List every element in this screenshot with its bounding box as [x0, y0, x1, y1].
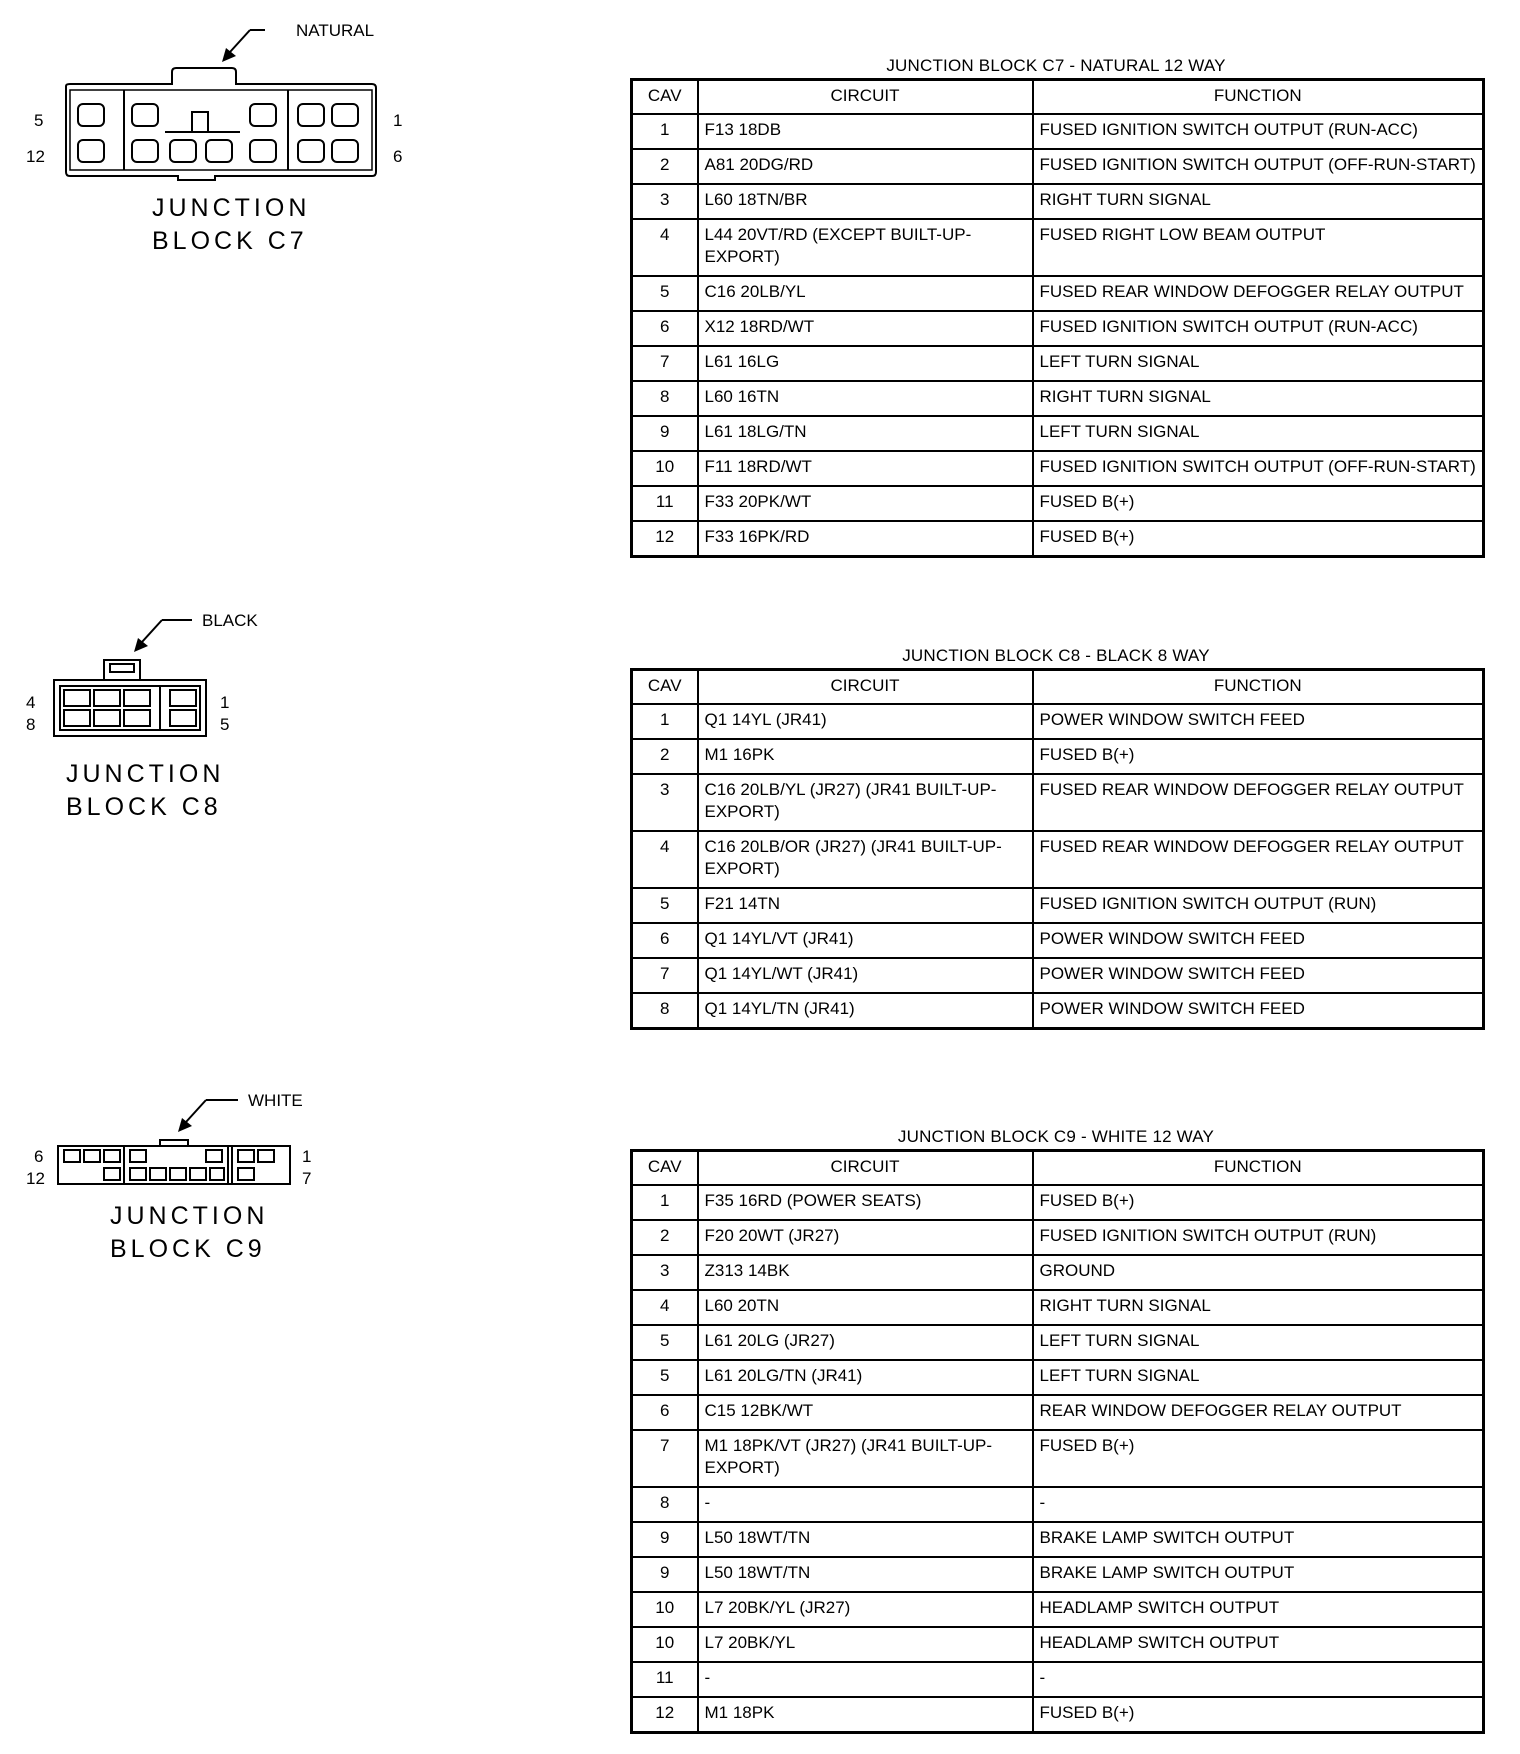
circuit-cell: M1 18PK/VT (JR27) (JR41 BUILT-UP-EXPORT) — [698, 1430, 1033, 1487]
circuit-cell: Q1 14YL/TN (JR41) — [698, 993, 1033, 1029]
function-cell: FUSED REAR WINDOW DEFOGGER RELAY OUTPUT — [1033, 276, 1484, 311]
circuit-cell: F11 18RD/WT — [698, 451, 1033, 486]
circuit-cell: F20 20WT (JR27) — [698, 1220, 1033, 1255]
table-row — [632, 346, 1484, 381]
table-row — [632, 888, 1484, 923]
circuit-cell: F21 14TN — [698, 888, 1033, 923]
header-function: FUNCTION — [1033, 80, 1484, 115]
function-cell: FUSED B(+) — [1033, 1697, 1484, 1733]
cav-cell: 1 — [632, 1185, 698, 1220]
table-c8-wrap — [630, 644, 1482, 1030]
section-c8 — [0, 590, 1520, 1030]
table-row — [632, 521, 1484, 557]
function-cell: FUSED B(+) — [1033, 486, 1484, 521]
circuit-cell: Z313 14BK — [698, 1255, 1033, 1290]
connector-label-line2: BLOCK C9 — [110, 1235, 266, 1263]
function-cell: REAR WINDOW DEFOGGER RELAY OUTPUT — [1033, 1395, 1484, 1430]
circuit-cell: L7 20BK/YL (JR27) — [698, 1592, 1033, 1627]
cav-cell: 6 — [632, 1395, 698, 1430]
function-cell: FUSED IGNITION SWITCH OUTPUT (RUN-ACC) — [1033, 311, 1484, 346]
cav-cell: 1 — [632, 114, 698, 149]
table-row — [632, 1662, 1484, 1697]
header-cav: CAV — [632, 1151, 698, 1186]
table-row — [632, 184, 1484, 219]
cav-cell: 8 — [632, 381, 698, 416]
pinout-table-c9 — [630, 1149, 1485, 1734]
table-row — [632, 958, 1484, 993]
function-cell: HEADLAMP SWITCH OUTPUT — [1033, 1627, 1484, 1662]
circuit-cell: C16 20LB/YL — [698, 276, 1033, 311]
function-cell: LEFT TURN SIGNAL — [1033, 1325, 1484, 1360]
cav-cell: 6 — [632, 311, 698, 346]
cav-cell: 8 — [632, 1487, 698, 1522]
cav-cell: 2 — [632, 1220, 698, 1255]
cav-cell: 8 — [632, 993, 698, 1029]
table-row — [632, 1395, 1484, 1430]
table-row — [632, 1627, 1484, 1662]
pin-c9-left-top: 6 — [34, 1147, 44, 1166]
function-cell: POWER WINDOW SWITCH FEED — [1033, 993, 1484, 1029]
table-row — [632, 1360, 1484, 1395]
header-circuit: CIRCUIT — [698, 1151, 1033, 1186]
table-title-c8: JUNCTION BLOCK C8 - BLACK 8 WAY — [902, 646, 1210, 665]
table-row — [632, 1290, 1484, 1325]
cav-cell: 5 — [632, 276, 698, 311]
circuit-cell: L44 20VT/RD (EXCEPT BUILT-UP-EXPORT) — [698, 219, 1033, 276]
circuit-cell: - — [698, 1662, 1033, 1697]
cav-cell: 4 — [632, 831, 698, 888]
connector-c7-drawing — [0, 0, 440, 200]
color-tag-c8: BLACK — [202, 611, 258, 630]
table-row — [632, 276, 1484, 311]
pin-c8-right-top: 1 — [220, 693, 230, 712]
cav-cell: 7 — [632, 346, 698, 381]
function-cell: - — [1033, 1487, 1484, 1522]
section-c7 — [0, 0, 1520, 560]
function-cell: RIGHT TURN SIGNAL — [1033, 1290, 1484, 1325]
table-row — [632, 416, 1484, 451]
cav-cell: 10 — [632, 1592, 698, 1627]
circuit-cell: - — [698, 1487, 1033, 1522]
function-cell: LEFT TURN SIGNAL — [1033, 416, 1484, 451]
pin-c9-right-bottom: 7 — [302, 1169, 312, 1188]
function-cell: FUSED REAR WINDOW DEFOGGER RELAY OUTPUT — [1033, 831, 1484, 888]
circuit-cell: L50 18WT/TN — [698, 1522, 1033, 1557]
cav-cell: 11 — [632, 1662, 698, 1697]
table-row — [632, 149, 1484, 184]
circuit-cell: M1 18PK — [698, 1697, 1033, 1733]
table-body-c8 — [632, 704, 1484, 1029]
table-c7-wrap — [630, 54, 1482, 558]
header-cav: CAV — [632, 80, 698, 115]
table-row — [632, 486, 1484, 521]
table-row — [632, 311, 1484, 346]
table-row — [632, 219, 1484, 276]
table-header-row — [632, 1151, 1484, 1186]
function-cell: RIGHT TURN SIGNAL — [1033, 184, 1484, 219]
connector-label-line1: JUNCTION — [152, 194, 311, 222]
section-c9 — [0, 1070, 1520, 1750]
header-function: FUNCTION — [1033, 670, 1484, 705]
color-tag-c7: NATURAL — [296, 21, 375, 40]
table-row — [632, 1220, 1484, 1255]
function-cell: FUSED IGNITION SWITCH OUTPUT (OFF-RUN-START) — [1033, 149, 1484, 184]
circuit-cell: Q1 14YL/VT (JR41) — [698, 923, 1033, 958]
cav-cell: 7 — [632, 1430, 698, 1487]
circuit-cell: C15 12BK/WT — [698, 1395, 1033, 1430]
function-cell: POWER WINDOW SWITCH FEED — [1033, 704, 1484, 739]
function-cell: FUSED B(+) — [1033, 1430, 1484, 1487]
function-cell: POWER WINDOW SWITCH FEED — [1033, 958, 1484, 993]
circuit-cell: L60 20TN — [698, 1290, 1033, 1325]
cav-cell: 10 — [632, 1627, 698, 1662]
cav-cell: 5 — [632, 1325, 698, 1360]
function-cell: RIGHT TURN SIGNAL — [1033, 381, 1484, 416]
connector-label-line1: JUNCTION — [66, 760, 225, 788]
table-body-c7 — [632, 114, 1484, 557]
cav-cell: 5 — [632, 1360, 698, 1395]
pin-c9-left-bottom: 12 — [26, 1169, 45, 1188]
function-cell: FUSED RIGHT LOW BEAM OUTPUT — [1033, 219, 1484, 276]
circuit-cell: F33 16PK/RD — [698, 521, 1033, 557]
pin-c9-right-top: 1 — [302, 1147, 312, 1166]
table-row — [632, 739, 1484, 774]
table-row — [632, 1325, 1484, 1360]
cav-cell: 11 — [632, 486, 698, 521]
cav-cell: 12 — [632, 1697, 698, 1733]
connector-label-c7 — [152, 192, 310, 258]
function-cell: FUSED B(+) — [1033, 521, 1484, 557]
pinout-table-c7 — [630, 78, 1485, 558]
cav-cell: 2 — [632, 739, 698, 774]
circuit-cell: F13 18DB — [698, 114, 1033, 149]
cav-cell: 3 — [632, 184, 698, 219]
circuit-cell: C16 20LB/YL (JR27) (JR41 BUILT-UP-EXPORT) — [698, 774, 1033, 831]
pin-c7-left-top: 5 — [34, 111, 44, 130]
connector-label-line2: BLOCK C8 — [66, 793, 222, 821]
function-cell: LEFT TURN SIGNAL — [1033, 346, 1484, 381]
table-row — [632, 1255, 1484, 1290]
circuit-cell: F33 20PK/WT — [698, 486, 1033, 521]
function-cell: BRAKE LAMP SWITCH OUTPUT — [1033, 1557, 1484, 1592]
table-row — [632, 923, 1484, 958]
table-header-row — [632, 80, 1484, 115]
cav-cell: 4 — [632, 219, 698, 276]
table-row — [632, 831, 1484, 888]
color-tag-c9: WHITE — [248, 1091, 303, 1110]
header-circuit: CIRCUIT — [698, 670, 1033, 705]
function-cell: GROUND — [1033, 1255, 1484, 1290]
header-function: FUNCTION — [1033, 1151, 1484, 1186]
circuit-cell: L7 20BK/YL — [698, 1627, 1033, 1662]
connector-label-c8 — [66, 758, 224, 824]
connector-label-line2: BLOCK C7 — [152, 227, 308, 255]
table-row — [632, 114, 1484, 149]
circuit-cell: L50 18WT/TN — [698, 1557, 1033, 1592]
cav-cell: 6 — [632, 923, 698, 958]
circuit-cell: X12 18RD/WT — [698, 311, 1033, 346]
circuit-cell: L61 20LG/TN (JR41) — [698, 1360, 1033, 1395]
pin-c7-right-top: 1 — [393, 111, 403, 130]
function-cell: FUSED IGNITION SWITCH OUTPUT (RUN) — [1033, 888, 1484, 923]
circuit-cell: F35 16RD (POWER SEATS) — [698, 1185, 1033, 1220]
header-circuit: CIRCUIT — [698, 80, 1033, 115]
cav-cell: 3 — [632, 774, 698, 831]
cav-cell: 4 — [632, 1290, 698, 1325]
cav-cell: 9 — [632, 1557, 698, 1592]
cav-cell: 5 — [632, 888, 698, 923]
function-cell: FUSED IGNITION SWITCH OUTPUT (RUN) — [1033, 1220, 1484, 1255]
circuit-cell: L61 18LG/TN — [698, 416, 1033, 451]
function-cell: FUSED B(+) — [1033, 739, 1484, 774]
table-row — [632, 774, 1484, 831]
table-c9-wrap — [630, 1125, 1482, 1734]
function-cell: FUSED IGNITION SWITCH OUTPUT (RUN-ACC) — [1033, 114, 1484, 149]
circuit-cell: M1 16PK — [698, 739, 1033, 774]
cav-cell: 7 — [632, 958, 698, 993]
circuit-cell: Q1 14YL (JR41) — [698, 704, 1033, 739]
circuit-cell: L61 16LG — [698, 346, 1033, 381]
table-row — [632, 1487, 1484, 1522]
cav-cell: 2 — [632, 149, 698, 184]
table-row — [632, 381, 1484, 416]
pinout-table-c8 — [630, 668, 1485, 1030]
table-row — [632, 451, 1484, 486]
function-cell: FUSED B(+) — [1033, 1185, 1484, 1220]
cav-cell: 9 — [632, 416, 698, 451]
table-row — [632, 1557, 1484, 1592]
pin-c7-left-bottom: 12 — [26, 147, 45, 166]
circuit-cell: L60 16TN — [698, 381, 1033, 416]
function-cell: LEFT TURN SIGNAL — [1033, 1360, 1484, 1395]
function-cell: FUSED IGNITION SWITCH OUTPUT (OFF-RUN-START) — [1033, 451, 1484, 486]
function-cell: HEADLAMP SWITCH OUTPUT — [1033, 1592, 1484, 1627]
circuit-cell: Q1 14YL/WT (JR41) — [698, 958, 1033, 993]
table-row — [632, 1185, 1484, 1220]
cav-cell: 3 — [632, 1255, 698, 1290]
pin-c8-right-bottom: 5 — [220, 715, 230, 734]
cav-cell: 10 — [632, 451, 698, 486]
circuit-cell: L60 18TN/BR — [698, 184, 1033, 219]
function-cell: FUSED REAR WINDOW DEFOGGER RELAY OUTPUT — [1033, 774, 1484, 831]
table-row — [632, 1430, 1484, 1487]
table-row — [632, 1592, 1484, 1627]
connector-label-c9 — [110, 1200, 268, 1266]
connector-label-line1: JUNCTION — [110, 1202, 269, 1230]
table-header-row — [632, 670, 1484, 705]
header-cav: CAV — [632, 670, 698, 705]
cav-cell: 12 — [632, 521, 698, 557]
function-cell: BRAKE LAMP SWITCH OUTPUT — [1033, 1522, 1484, 1557]
connector-c8-drawing — [0, 590, 300, 760]
table-body-c9 — [632, 1185, 1484, 1733]
pin-c8-left-top: 4 — [26, 693, 36, 712]
cav-cell: 1 — [632, 704, 698, 739]
connector-c9-drawing — [0, 1070, 340, 1210]
table-title-c7: JUNCTION BLOCK C7 - NATURAL 12 WAY — [886, 56, 1226, 75]
cav-cell: 9 — [632, 1522, 698, 1557]
table-row — [632, 993, 1484, 1029]
circuit-cell: L61 20LG (JR27) — [698, 1325, 1033, 1360]
table-row — [632, 704, 1484, 739]
function-cell: POWER WINDOW SWITCH FEED — [1033, 923, 1484, 958]
function-cell: - — [1033, 1662, 1484, 1697]
table-row — [632, 1522, 1484, 1557]
circuit-cell: C16 20LB/OR (JR27) (JR41 BUILT-UP-EXPORT) — [698, 831, 1033, 888]
table-row — [632, 1697, 1484, 1733]
pin-c8-left-bottom: 8 — [26, 715, 36, 734]
circuit-cell: A81 20DG/RD — [698, 149, 1033, 184]
pin-c7-right-bottom: 6 — [393, 147, 403, 166]
table-title-c9: JUNCTION BLOCK C9 - WHITE 12 WAY — [897, 1127, 1215, 1146]
